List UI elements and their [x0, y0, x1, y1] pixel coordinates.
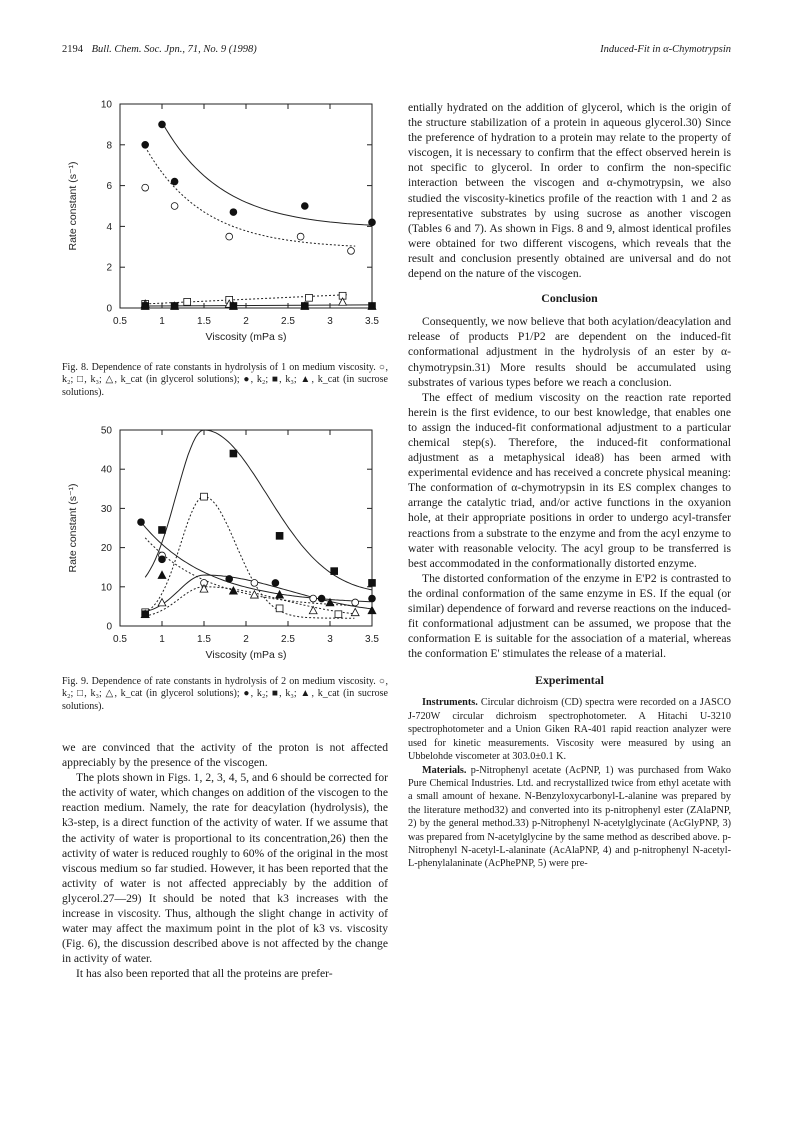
open-square-point	[184, 298, 191, 305]
x-tick-label: 1	[159, 316, 165, 327]
y-tick-label: 10	[100, 99, 112, 111]
x-tick-label: 0.5	[113, 634, 127, 645]
paragraph: It has also been reported that all the proteins are prefer-	[76, 967, 333, 981]
x-tick-label: 3.5	[365, 634, 379, 645]
filled-circle-point	[159, 121, 166, 128]
y-tick-label: 2	[106, 262, 112, 274]
filled-square-point	[159, 527, 166, 534]
section-heading-experimental: Experimental	[535, 673, 604, 688]
filled-triangle-point	[368, 606, 376, 613]
x-tick-label: 2	[243, 634, 249, 645]
open-circle-point	[226, 233, 233, 240]
y-tick-label: 20	[100, 543, 112, 555]
filled-circle-point	[230, 209, 237, 216]
page-number: 2194	[62, 44, 83, 55]
figure-9-chart	[60, 420, 392, 670]
filled-triangle-point	[158, 571, 166, 578]
figure-label: Fig. 9.	[62, 676, 92, 687]
filled-square-point	[369, 579, 376, 586]
filled-circle-point	[301, 203, 308, 210]
page-header-left	[62, 44, 257, 55]
plot-frame	[120, 104, 372, 308]
section-heading-conclusion: Conclusion	[541, 291, 598, 306]
paragraph-text: Circular dichroism (CD) spectra were recorded on a JASCO J-720W circular dichroism spectrophotometer. A Hitachi U-3210 spectrophotometer and a Union Giken RA-401 rapid reaction analyzer were used for kinetic measurements. Viscosity were measured by using an Ubbelohde viscometer at 303.0±0.1 K.	[408, 697, 732, 763]
open-square-point	[201, 493, 208, 500]
y-tick-label: 8	[106, 140, 112, 152]
figure-label: Fig. 8.	[62, 362, 92, 373]
paragraph-text: p-Nitrophenyl acetate (AcPNP, 1) was purchased from Wako Pure Chemical Industries. Ltd. and recrystallized twice from ethyl acetate with a small amount of hexane. N-Benzyloxycarbonyl-L-alanine was prepared by the literature method32) and converted into its p-nitrophenyl ester (ZAlaPNP, 2) by the general method.33) p-Nitrophenyl N-acetylglycinate (AcGlyPNP, 3) was prepared from N-acetylglycine by the same method as described above. p-Nitrophenyl N-acetyl-L-alaninate (AcAlaPNP, 4) and p-nitrophenyl N-acetyl-L-phenylalaninate (AcPhePNP, 5) were pre-	[408, 764, 731, 870]
filled-circle-point	[226, 576, 233, 583]
y-tick-label: 30	[100, 503, 112, 515]
open-circle-point	[352, 599, 359, 606]
open-square-point	[335, 611, 342, 618]
running-title: Induced-Fit in α-Chymotrypsin	[600, 44, 731, 55]
filled-circle-point	[171, 178, 178, 185]
y-tick-label: 0	[106, 621, 112, 633]
filled-circle-point	[369, 595, 376, 602]
open-circle-point	[142, 184, 149, 191]
x-tick-label: 1.5	[197, 316, 211, 327]
filled-circle-point	[142, 141, 149, 148]
figure-8-chart	[60, 96, 392, 358]
journal-citation: Bull. Chem. Soc. Jpn., 71, No. 9 (1998)	[91, 44, 257, 55]
x-tick-label: 3.5	[365, 316, 379, 327]
open-square-point	[306, 294, 313, 301]
solid-fit-curve	[145, 575, 372, 612]
figure-8	[60, 96, 392, 358]
figure-9-caption	[62, 676, 388, 713]
x-axis-label: Viscosity (mPa s)	[205, 649, 287, 661]
y-tick-label: 40	[100, 464, 112, 476]
y-tick-label: 4	[106, 221, 112, 233]
filled-triangle-point	[230, 587, 238, 594]
open-triangle-point	[351, 608, 359, 615]
filled-circle-point	[138, 519, 145, 526]
plot-frame	[120, 430, 372, 626]
solid-fit-curve	[145, 430, 372, 590]
x-tick-label: 2	[243, 316, 249, 327]
y-tick-label: 6	[106, 181, 112, 193]
paragraph: entially hydrated on the addition of glycerol, which is the origin of the structure stabilization of a protein in aqueous glycerol.30) Since the preference of hydration to a protein may relate to the property of viscogen, it is necessary to confirm that the effect observed herein is not specific to glycerol. In order to confirm the non-specific interaction between the viscogen and α-chymotrypsin, we also studied the viscosity-kinetics profile of the reaction with 1 and 2 as representative substrates by using sucrose as another viscogen (Tables 6 and 7). As shown in Figs. 8 and 9, almost identical profiles were obtained for two different viscogens, which reveals that the result and conclusion presently obtained are universal and do not depend on the nature of the viscogen.	[408, 101, 731, 281]
filled-circle-point	[272, 579, 279, 586]
solid-fit-curve	[162, 122, 372, 225]
x-tick-label: 3	[327, 634, 333, 645]
paragraph: The effect of medium viscosity on the reaction rate reported herein is the first evidence, to our best knowledge, that enables one to assign the induced-fit conformational adjustment to a particular chemical step(s). Therefore, the induced-fit conformational adjustment as a metaphysical idea8) has been armed with experimental evidence and has received a concrete physical meaning: The conformation of α-chymotrypsin in its ES complex changes to arrange the catalytic triad, and/or active functions in the oxyanion hole, at their appropriate positions in order to undergo acyl-transfer reactions from a substrate to the enzyme and from the acyl enzyme to water with reasonable velocity. The acyl group to be transferred is best accommodated in the conformationally distorted enzyme.	[408, 390, 731, 570]
figure-8-caption-text: Fig. 8. Dependence of rate constants in hydrolysis of 1 on medium viscosity. ○, k₂; □, k₃; △, k_cat (in glycerol solutions); ●, k₂; ■, k₃; ▲, k_cat (in sucrose solutions).	[62, 362, 388, 398]
open-circle-point	[251, 579, 258, 586]
open-circle-point	[171, 203, 178, 210]
y-axis-label: Rate constant (s⁻¹)	[67, 483, 79, 573]
experimental-body	[408, 696, 731, 870]
open-triangle-point	[200, 585, 208, 592]
y-tick-label: 0	[106, 303, 112, 315]
solid-fit-curve	[141, 522, 370, 602]
x-tick-label: 1.5	[197, 634, 211, 645]
filled-circle-point	[369, 219, 376, 226]
open-circle-point	[310, 595, 317, 602]
run-in-heading: Instruments.	[422, 697, 478, 709]
solid-fit-curve	[145, 305, 372, 306]
left-column	[62, 740, 388, 982]
filled-circle-point	[159, 556, 166, 563]
dashed-fit-curve	[145, 147, 355, 246]
figure-8-caption	[62, 362, 388, 399]
open-triangle-point	[251, 591, 259, 598]
y-tick-label: 10	[100, 582, 112, 594]
open-square-point	[276, 605, 283, 612]
paragraph: Consequently, we now believe that both acylation/deacylation and release of products P1/P2 are dependent on the induced-fit conformational adjustment in the hydrolysis of an ester by α-chymotrypsin.31) More results should be accumulated using substrates of various types before we reach a conclusion.	[408, 315, 731, 389]
paragraph: The plots shown in Figs. 1, 2, 3, 4, 5, and 6 should be corrected for the activity of water, which changes on addition of the viscogen to the reaction medium. Namely, the rate for deacylation (hydrolysis), the k3-step, is a direct function of the activity of water. If we assume that the activity of water is proportional to its concentration,26) then the activity of water is reduced roughly to 60% of the original in the most viscous medium so far studied. However, it has been reported that the activity of water is not affected appreciably by the addition of glycerol.27—29) It should be noted that k3 increases with the increase in viscosity. Thus, although the slight change in activity of water may affect the maximum point in the plot of k3 vs. viscosity (Fig. 6), the discussion described above is not affected by the change in activity of water.	[62, 771, 388, 966]
right-column	[408, 100, 731, 871]
filled-square-point	[331, 568, 338, 575]
figure-9	[60, 420, 392, 670]
open-circle-point	[297, 233, 304, 240]
run-in-heading: Materials.	[422, 764, 467, 776]
x-tick-label: 1	[159, 634, 165, 645]
paragraph: The distorted conformation of the enzyme in E'P2 is contrasted to the ordinal conformation of the same enzyme in ES. If the equal (or similar) dependence of forward and reverse reactions on the induced-fit conformational adjustment can be assumed, we propose that the conformation E is suitable for the association of a material, whereas the conformation E' stimulates the release of a material.	[408, 571, 731, 661]
paragraph: we are convinced that the activity of the proton is not affected appreciably by the presence of the viscogen.	[62, 741, 388, 770]
paragraph	[408, 696, 731, 763]
x-tick-label: 3	[327, 316, 333, 327]
figure-9-caption-text: Fig. 9. Dependence of rate constants in hydrolysis of 2 on medium viscosity. ○, k₂; □, k₃; △, k_cat (in glycerol solutions); ●, k₂; ■, k₃; ▲, k_cat (in sucrose solutions).	[62, 676, 388, 712]
x-axis-label: Viscosity (mPa s)	[205, 331, 287, 343]
paragraph	[408, 764, 731, 871]
y-tick-label: 50	[100, 425, 112, 437]
y-axis-label: Rate constant (s⁻¹)	[67, 161, 79, 251]
x-tick-label: 2.5	[281, 634, 295, 645]
filled-circle-point	[318, 595, 325, 602]
x-tick-label: 0.5	[113, 316, 127, 327]
filled-square-point	[276, 532, 283, 539]
filled-square-point	[230, 450, 237, 457]
x-tick-label: 2.5	[281, 316, 295, 327]
open-circle-point	[348, 247, 355, 254]
